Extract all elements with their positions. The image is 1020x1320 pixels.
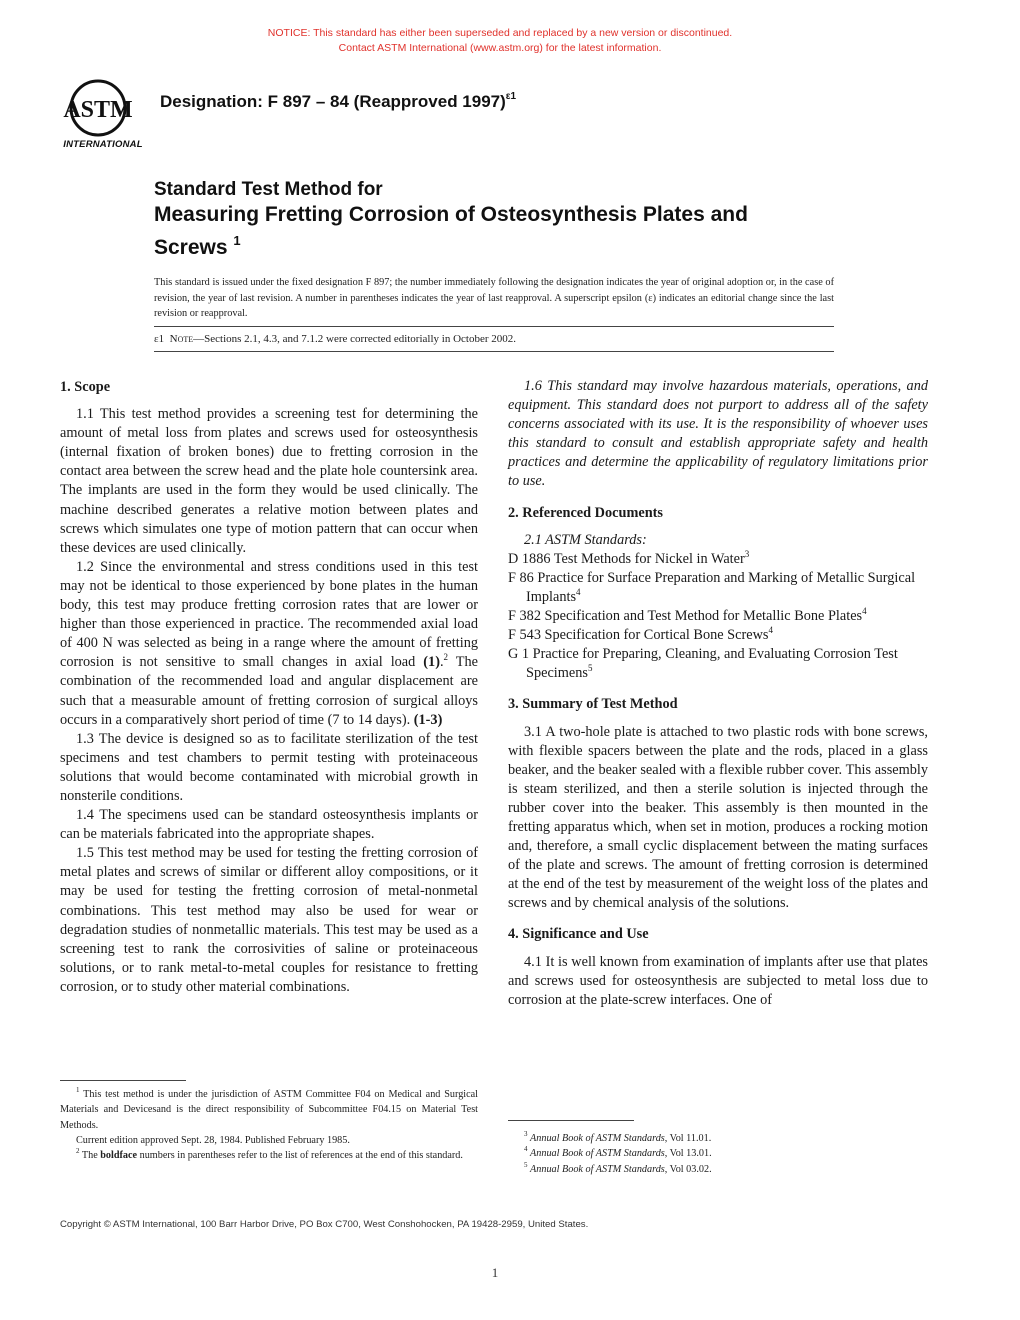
title-line-3-text: Screws <box>154 236 228 259</box>
footnote-2-text-b: numbers in parentheses refer to the list of references at the end of this standard. <box>137 1150 463 1162</box>
para-3-1: 3.1 A two-hole plate is attached to two plastic rods with bone screws, with flexible spacers between the plate and the rods, placed in a glass beaker, and the beaker sealed with a flexible rubber cover. This assembly is steam sterilized, and then a sterile solution is injected through the rubber cover into the beaker. This assembly is then mounted in the fretting apparatus which, when set in motion, produces a rocking motion and, therefore, a small cyclic displacement between the mating surfaces of the plate and screws. The amount of fretting corrosion is determined at the end of the test by measurement of the weight loss of the plates and screws and by chemical analysis of the solutions. <box>508 723 928 912</box>
footnote-2-mark: 2 <box>76 1147 80 1156</box>
para-1-2-text-a: 1.2 Since the environmental and stress conditions used in this test may not be identical to those experienced by bone plates in the human body, this test may produce fretting corrosion rates that are lower or higher than those experienced in practice. The recommended axial load of 400 N was selected as being in a range where the amount of fretting corrosion is not sensitive to small changes in axial load <box>60 558 478 671</box>
footnote-2-text-a: The <box>81 1150 101 1162</box>
reference-item <box>508 607 928 626</box>
footnote-mark: 4 <box>524 1145 528 1154</box>
left-column <box>60 378 478 997</box>
notice-line-1: NOTICE: This standard has either been superseded and replaced by a new version or discontinued. <box>267 27 733 39</box>
reference-fn: 4 <box>862 606 867 617</box>
reference-fn: 3 <box>744 548 750 559</box>
copyright-line: Copyright © ASTM International, 100 Barr Harbor Drive, PO Box C700, West Conshohocken, PA 19428-2959, United States. <box>60 1219 589 1230</box>
ref-1: (1) <box>423 654 440 671</box>
designation <box>160 91 516 112</box>
issued-statement: This standard is issued under the fixed designation F 897; the number immediately following the designation indicates the year of original adoption or, in the case of revision, the year of last revision. A number in parentheses indicates the year of last reapproval. A superscript epsilon (ε) indicates an editorial change since the last revision or reapproval. <box>154 277 834 319</box>
epsilon-note <box>154 333 834 345</box>
para-1-5: 1.5 This test method may be used for testing the fretting corrosion of metal plates and screws of similar or different alloy compositions, or it may be used for testing the fretting corrosion of metal-nonmetal combinations. This test method may also be used for wear or degradation studies of nonmetallic materials. This test may be used as a screening test to rank the corrosivities of saline or proteinaceous solutions, or to rank metal-to-metal couples for resistance to fretting corrosion, or to study other material combinations. <box>60 845 478 995</box>
note-label: Note <box>169 333 194 345</box>
footnote-book: Annual Book of ASTM Standards <box>530 1163 665 1175</box>
reference-fn: 5 <box>587 663 593 674</box>
footnote-1 <box>60 1087 478 1133</box>
divider-top <box>154 326 834 327</box>
reference-fn: 4 <box>576 586 581 597</box>
footnote-2-bold: boldface <box>100 1150 138 1162</box>
footnote-2 <box>60 1148 478 1163</box>
para-1-1: 1.1 This test method provides a screening test for determining the amount of metal loss from plates and screws used for osteosynthesis (internal fixation of broken bones) due to fretting corrosion in the contact area between the screw head and the plate hole countersink area. The implants are used in the form they would be used clinically. The machine described generates a relative motion between plates and screws which simulates one type of motion pattern that can occur when these devices are used clinically. <box>60 406 478 556</box>
footnote-vol: , Vol 03.02. <box>664 1163 712 1175</box>
reference-text: F 543 Specification for Cortical Bone Screws <box>508 627 769 644</box>
title-footnote-mark: 1 <box>233 233 241 248</box>
logo-international: INTERNATIONAL <box>63 139 143 150</box>
note-text: —Sections 2.1, 4.3, and 7.1.2 were corrected editorially in October 2002. <box>193 333 517 345</box>
heading-scope: 1. Scope <box>60 379 111 395</box>
designation-text: Designation: F 897 – 84 (Reapproved 1997) <box>160 92 506 111</box>
footnote-4 <box>508 1146 928 1161</box>
para-1-4: 1.4 The specimens used can be standard osteosynthesis implants or can be materials fabricated into the appropriate shapes. <box>60 807 478 843</box>
footnote-mark: 3 <box>524 1130 528 1138</box>
para-1-6-wrapper <box>508 377 928 492</box>
page-number: 1 <box>491 1265 499 1280</box>
title-line-1: Standard Test Method for <box>154 179 383 200</box>
reference-item <box>508 569 928 607</box>
supersession-notice <box>0 26 1000 56</box>
ref-1-3: (1-3) <box>413 711 443 728</box>
footnotes-right <box>508 1131 928 1177</box>
para-1-6: 1.6 This standard may involve hazardous materials, operations, and equipment. This standard does not purport to address all of the safety concerns associated with its use. It is the responsibility of whoever uses this standard to consult and establish appropriate safety and health practices and determine the applicability of regulatory limitations prior to use. <box>508 378 928 490</box>
heading-referenced-documents: 2. Referenced Documents <box>508 504 663 521</box>
footnote-ref-2: 2 <box>443 652 449 663</box>
reference-item <box>508 645 928 683</box>
astm-logo-letters: ASTM <box>63 97 133 123</box>
document-title <box>154 178 854 261</box>
referenced-sub: 2.1 ASTM Standards: <box>524 531 647 548</box>
footnote-1-mark: 1 <box>76 1086 80 1094</box>
para-1-3: 1.3 The device is designed so as to facilitate sterilization of the test specimens and test chambers to permit testing with proteinaceous solutions that would become contaminated with microbial growth in nonsterile conditions. <box>60 730 478 804</box>
footnote-book: Annual Book of ASTM Standards <box>530 1133 665 1144</box>
referenced-list <box>508 531 928 684</box>
footnote-1-text: This test method is under the jurisdiction of ASTM Committee F04 on Medical and Surgical Materials and Devicesand is the direct responsibility of Subcommittee F04.15 on Material Test Methods. <box>60 1089 478 1131</box>
reference-item <box>508 550 928 569</box>
epsilon-mark: ε1 <box>154 333 165 345</box>
footnote-5 <box>508 1162 928 1177</box>
footnote-3 <box>508 1131 928 1146</box>
heading-summary: 3. Summary of Test Method <box>508 696 678 713</box>
reference-text: D 1886 Test Methods for Nickel in Water <box>508 550 745 567</box>
reference-text: F 86 Practice for Surface Preparation and Marking of Metallic Surgical Implants <box>508 569 916 605</box>
footnote-rule-left <box>60 1080 186 1081</box>
footnote-1-edition: Current edition approved Sept. 28, 1984. Published February 1985. <box>76 1134 350 1146</box>
para-4-1: 4.1 It is well known from examination of implants after use that plates and screws used for osteosynthesis are subjected to metal loss due to corrosion at the plate-screw interfaces. One of <box>508 953 928 1008</box>
para-1-2-text-b: The combination of the recommended load and angular displacement are such that a measurable amount of fretting corrosion of surgical alloys occurs in a comparatively short period of time (7 to 14 days). <box>60 654 478 728</box>
para-1-2: 1.2 Since the environmental and stress conditions used in this test may not be identical to those experienced by bone plates in the human body, this test may produce fretting corrosion rates that are lower or higher than those experienced in practice. The recommended axial load of 400 N was selected as being in a range where the amount of fretting corrosion is not sensitive to small changes in axial load (1).$^2$ The combination of the recommended load and angular displacement are such that a measurable amount of fretting corrosion of surgical alloys occurs in a comparatively short period of time (7 to 14 days). (1-3) <box>60 558 478 728</box>
divider-bottom <box>154 351 834 352</box>
reference-item <box>508 626 928 645</box>
footnote-book: Annual Book of ASTM Standards <box>530 1148 665 1160</box>
footnote-mark: 5 <box>524 1160 528 1169</box>
title-line-3 <box>154 228 854 261</box>
footnote-vol: , Vol 13.01. <box>664 1148 712 1160</box>
reference-fn: 4 <box>768 625 773 636</box>
reference-text: G 1 Practice for Preparing, Cleaning, and Evaluating Corrosion Test Specimens <box>508 646 898 682</box>
heading-significance: 4. Significance and Use <box>508 926 649 943</box>
reference-text: F 382 Specification and Test Method for Metallic Bone Plates <box>508 608 863 625</box>
footnote-rule-right <box>508 1120 634 1121</box>
right-column <box>508 377 928 1010</box>
designation-superscript: ε1 <box>505 91 517 102</box>
notice-line-2: Contact ASTM International (www.astm.org) for the latest information. <box>338 42 662 54</box>
title-line-2: Measuring Fretting Corrosion of Osteosynthesis Plates and <box>154 203 748 226</box>
footnote-vol: , Vol 11.01. <box>664 1133 712 1144</box>
footnotes-left <box>60 1087 478 1163</box>
